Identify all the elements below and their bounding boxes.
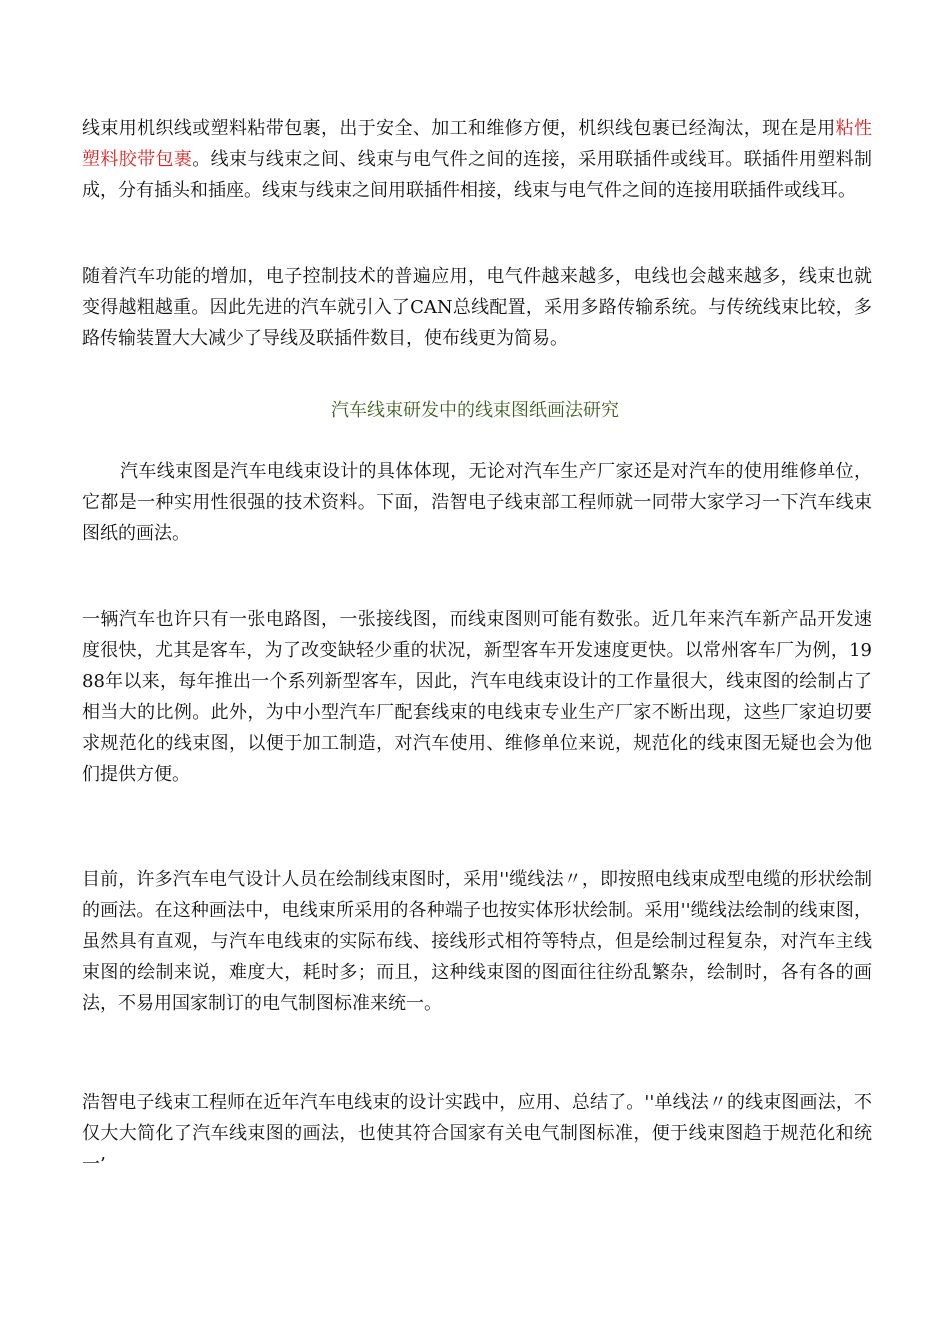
section-heading: 汽车线束研发中的线束图纸画法研究 xyxy=(331,400,619,421)
body-paragraph-1: 汽车线束图是汽车电线束设计的具体体现，无论对汽车生产厂家还是对汽车的使用维修单位，它都是一种实用性很强的技术资料。下面，浩智电子线束部工程师就一同带大家学习一下汽车线束图纸的画法。 xyxy=(82,461,872,544)
highlight-text: 粘性塑料胶带包裹 xyxy=(82,118,873,170)
intro-text-before: 线束用机织线或塑料粘带包裹，出于安全、加工和维修方便，机织线包裹已经淘汰，现在是用 xyxy=(82,118,836,139)
body-paragraph-3: 目前，许多汽车电气设计人员在绘制线束图时，采用''缆线法〃，即按照电线束成型电缆的形状绘制的画法。在这种画法中，电线束所采用的各种端子也按实体形状绘制。采用''缆线法绘制的线束图，虽然具有直观，与汽车电线束的实际布线、接线形式相符等特点，但是绘制过程复杂，对汽车主线束图的绘制来说，难度大，耗时多；而且，这种线束图的图面往往纷乱繁杂，绘制时，各有各的画法，不易用国家制订的电气制图标准来统一。 xyxy=(82,869,872,1014)
body-paragraph-4: 浩智电子线束工程师在近年汽车电线束的设计实践中，应用、总结了。''单线法〃的线束图画法，不仅大大简化了汽车线束图的画法，也使其符合国家有关电气制图标准，便于线束图趋于规范化和统一’ xyxy=(82,1092,872,1175)
intro-paragraph-1 xyxy=(82,113,872,206)
intro-paragraph-2: 随着汽车功能的增加，电子控制技术的普遍应用，电气件越来越多，电线也会越来越多，线束也就变得越粗越重。因此先进的汽车就引入了CAN总线配置，采用多路传输系统。与传统线束比较，多路传输装置大大减少了导线及联插件数目，使布线更为简易。 xyxy=(82,266,872,349)
body-paragraph-2: 一辆汽车也许只有一张电路图，一张接线图，而线束图则可能有数张。近几年来汽车新产品开发速度很快，尤其是客车，为了改变缺轻少重的状况，新型客车开发速度更快。以常州客车厂为例，1988年以来，每年推出一个系列新型客车，因此，汽车电线束设计的工作量很大，线束图的绘制占了相当大的比例。此外，为中小型汽车厂配套线束的电线束专业生产厂家不断出现，这些厂家迫切要求规范化的线束图，以便于加工制造，对汽车使用、维修单位来说，规范化的线束图无疑也会为他们提供方便。 xyxy=(82,609,872,785)
intro-text-after: 。线束与线束之间、线束与电气件之间的连接，采用联插件或线耳。联插件用塑料制成，分有插头和插座。线束与线束之间用联插件相接，线束与电气件之间的连接用联插件或线耳。 xyxy=(82,149,873,201)
